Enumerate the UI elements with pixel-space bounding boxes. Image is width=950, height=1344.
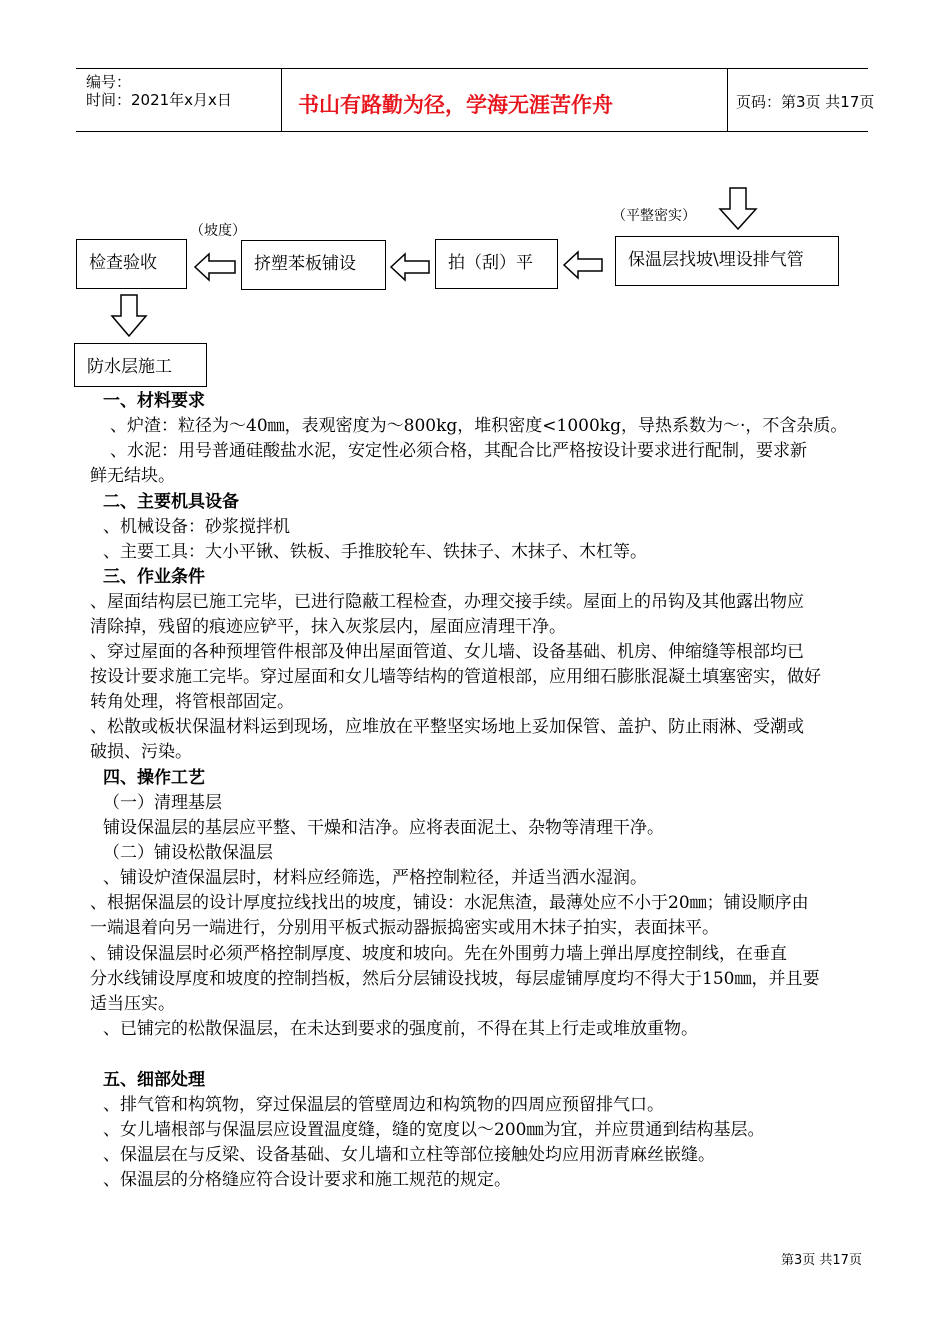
paragraph-line: 、机械设备：砂浆搅拌机: [103, 517, 290, 537]
paragraph-line: 按设计要求施工完毕。穿过屋面和女儿墙等结构的管道根部，应用细石膨胀混凝土填塞密实，做好: [90, 667, 821, 687]
paragraph-line: 破损、污染。: [90, 742, 192, 762]
page-code: 页码：第3页 共17页: [736, 93, 875, 111]
paragraph-line: 、水泥：用号普通硅酸盐水泥，安定性必须合格，其配合比严格按设计要求进行配制，要求新: [110, 441, 807, 461]
flow-step-xps-board: [241, 240, 386, 290]
section-title: 二、主要机具设备: [103, 492, 239, 512]
left-arrow-icon: [389, 252, 431, 282]
flow-step-label: 防水层施工: [87, 357, 172, 377]
number-label: 编号：: [86, 73, 132, 91]
paragraph-line: 、已铺完的松散保温层，在未达到要求的强度前，不得在其上行走或堆放重物。: [103, 1019, 698, 1039]
paragraph-line: 、松散或板状保温材料运到现场，应堆放在平整坚实场地上妥加保管、盖护、防止雨淋、受潮或: [90, 717, 804, 737]
subsection-title: （一）清理基层: [103, 793, 222, 813]
header-motto-cell: [281, 69, 728, 131]
paragraph-line: 、排气管和构筑物，穿过保温层的管壁周边和构筑物的四周应预留排气口。: [103, 1095, 664, 1115]
paragraph-line: 一端退着向另一端进行，分别用平板式振动器振捣密实或用木抹子拍实，表面抹平。: [90, 918, 719, 938]
paragraph-line: 、屋面结构层已施工完毕，已进行隐蔽工程检查，办理交接手续。屋面上的吊钩及其他露出物应: [90, 592, 804, 612]
left-arrow-icon: [562, 250, 604, 280]
flow-step-slope-vent: [615, 236, 839, 286]
section-title: 一、材料要求: [103, 391, 205, 411]
paragraph-line: 、穿过屋面的各种预埋管件根部及伸出屋面管道、女儿墙、设备基础、机房、伸缩缝等根部均已: [90, 642, 804, 662]
time-label: 时间：2021年x月x日: [86, 91, 232, 109]
paragraph-line: 分水线铺设厚度和坡度的控制挡板，然后分层铺设找坡，每层虚铺厚度均不得大于150㎜，并且要: [90, 969, 820, 989]
header-left-cell: [76, 69, 281, 131]
section-title: 四、操作工艺: [103, 768, 205, 788]
page-footer: 第3页 共17页: [781, 1253, 862, 1268]
flow-step-label: 检查验收: [89, 253, 157, 273]
down-arrow-icon: [110, 294, 148, 338]
paragraph-line: 铺设保温层的基层应平整、干燥和洁净。应将表面泥土、杂物等清理干净。: [103, 818, 664, 838]
section-title: 三、作业条件: [103, 567, 205, 587]
section-title: 五、细部处理: [103, 1070, 205, 1090]
paragraph-line: 、铺设炉渣保温层时，材料应经筛选，严格控制粒径，并适当洒水湿润。: [103, 868, 647, 888]
page-header: [76, 68, 875, 132]
paragraph-line: 、铺设保温层时必须严格控制厚度、坡度和坡向。先在外围剪力墙上弹出厚度控制线，在垂直: [90, 944, 787, 964]
flow-step-label: 保温层找坡\埋设排气管: [628, 250, 804, 270]
motto: 书山有路勤为径，学海无涯苦作舟: [298, 93, 613, 117]
flow-step-inspection: [76, 239, 187, 289]
paragraph-line: 、根据保温层的设计厚度拉线找出的坡度，铺设：水泥焦渣，最薄处应不小于20㎜；铺设顺序由: [90, 893, 809, 913]
paragraph-line: 鲜无结块。: [90, 466, 175, 486]
down-arrow-icon: [718, 187, 758, 231]
subsection-title: （二）铺设松散保温层: [103, 843, 273, 863]
paragraph-line: 、主要工具：大小平锹、铁板、手推胶轮车、铁抹子、木抹子、木杠等。: [103, 542, 647, 562]
left-arrow-icon: [193, 252, 237, 282]
flow-step-label: 挤塑苯板铺设: [254, 254, 356, 274]
flow-step-flatten: [435, 239, 558, 289]
paragraph-line: 、保温层在与反梁、设备基础、女儿墙和立柱等部位接触处均应用沥青麻丝嵌缝。: [103, 1145, 715, 1165]
paragraph-line: 、炉渣：粒径为～40㎜，表观密度为～800kg，堆积密度<1000kg，导热系数为～·，不含杂质。: [110, 416, 848, 436]
paragraph-line: 转角处理，将管根部固定。: [90, 692, 294, 712]
header-right-cell: [728, 69, 875, 131]
flow-step-waterproofing: [74, 343, 207, 387]
paragraph-line: 、女儿墙根部与保温层应设置温度缝，缝的宽度以～200㎜为宜，并应贯通到结构基层。: [103, 1120, 765, 1140]
paragraph-line: 清除掉，残留的痕迹应铲平，抹入灰浆层内，屋面应清理干净。: [90, 617, 566, 637]
flow-step-label: 拍（刮）平: [448, 253, 533, 273]
paragraph-line: 适当压实。: [90, 994, 175, 1014]
note-flat: （平整密实）: [612, 208, 696, 224]
paragraph-line: 、保温层的分格缝应符合设计要求和施工规范的规定。: [103, 1170, 511, 1190]
note-slope: （坡度）: [190, 223, 246, 239]
